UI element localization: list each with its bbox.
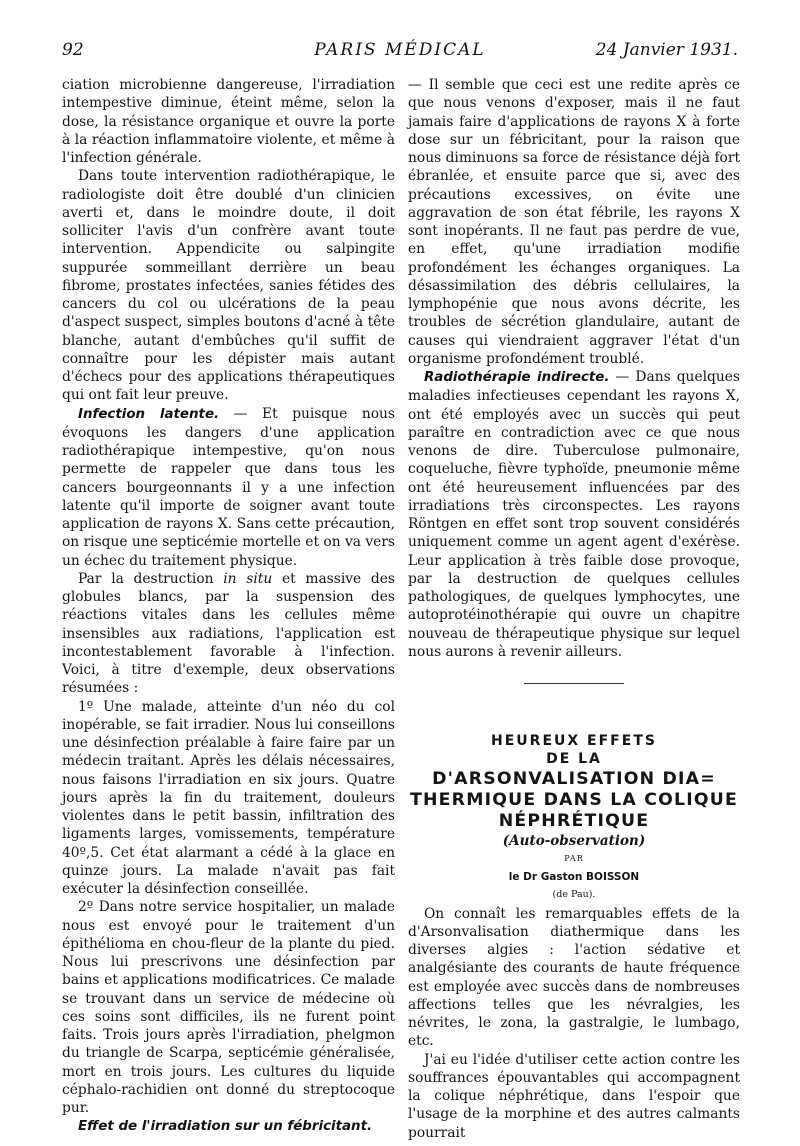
paragraph-text: Par la destruction (78, 570, 214, 587)
paragraph: On connaît les remarquables effets de la d'Arsonvalisation diathermique dans les diverses algies : l'action sédative et analgésiante des courants de haute fréquence est employée avec succès dans de nombreuses affections telles que les névralgies, les névrites, le zona, la gastralgie, le lumbago, etc. (408, 905, 740, 1050)
section-heading-infection-latente: Infection latente. (78, 406, 220, 422)
right-column (408, 76, 740, 1142)
paragraph: Radiothérapie indirecte. — Dans quelques maladies infectieuses cependant les rayons X, ont été employés avec un succès qui peut paraître en contradiction avec ce que nous venons de dire. Tuberculose pulmonaire, coqueluche, fièvre typhoïde, pneumonie même ont été heureusement influencées par des irradiations très circonspectes. Les rayons Röntgen en effet sont trop souvent considérés uniquement comme un agent agent d'exérèse. Leur application à très faible dose provoque, par la destruction de quelques cellules pathologiques, de quelques lymphocytes, une autoprotéinothérapie qui ouvre un chapitre nouveau de thérapeutique physique sur lequel nous aurons à revenir ailleurs. (408, 369, 740, 660)
running-header (62, 40, 738, 66)
journal-title: PARIS MÉDICAL (314, 40, 486, 60)
issue-date: 24 Janvier 1931. (595, 40, 738, 60)
paragraph: Infection latente. — Et puisque nous évoquons les dangers d'une application radiothérapique intempestive, qu'on nous permette de rappeler que dans tous les cancers bourgeonnants il y a une infection latente qu'il importe de soigner avant toute application de rayons X. Sans cette précaution, on risque une septicémie mortelle et on va vers un échec du traitement physique. (62, 405, 396, 569)
latin-term: in situ (223, 570, 273, 587)
paragraph (62, 1117, 395, 1136)
observation-item: 1º Une malade, atteinte d'un néo du col inopérable, se fait irradier. Nous lui conseillons une désinfection préalable à faire faire par un médecin traitant. Après les délais nécessaires, nous faisons l'irradiation en six jours. Quatre jours après la fin du traitement, douleurs violentes dans le petit bassin, infiltration des ligaments larges, vomissements, température 40º,5. Cet état alarmant a cédé à la glace en quinze jours. La malade n'avait pas fait exécuter la désinfection conseillée. (62, 698, 395, 897)
observations-list (62, 698, 395, 1118)
paragraph: Dans toute intervention radiothérapique, le radiologiste doit être doublé d'un clinicien averti et, dans le moindre doute, il doit solliciter l'avis d'un confrère avant toute intervention. Appendicite ou salpingite suppurée sommeillant derrière un beau fibrome, prostates infectées, sanies fétides des cancers du col ou ulcérations de la peau d'aspect suspect, simples boutons d'acné à tête blanche, autant d'embûches qu'il suffit de connaître pour les dépister mais autant d'échecs pour des applications thérapeutiques qui ont fait leur preuve. (62, 168, 395, 404)
section-heading-febricitant: Effet de l'irradiation sur un fébricitant. (78, 1119, 373, 1135)
article-title: D'ARSONVALISATION DIA= THERMIQUE DANS LA COLIQUE NÉPHRÉTIQUE (410, 768, 738, 831)
article-kicker-line2: DE LA (546, 751, 602, 768)
section-divider (524, 683, 624, 684)
byline-par: PAR (564, 853, 584, 863)
page-number: 92 (62, 40, 84, 60)
article-subtitle: (Auto-observation) (502, 832, 646, 849)
left-column (62, 76, 395, 1137)
author-affiliation: (de Pau). (552, 889, 596, 901)
paragraph-text: Dans quelques maladies infectieuses cependant les rayons X, ont été employés avec un succès qui peut paraître en contradiction avec ce que nous venons de dire. Tuberculose pulmonaire, coqueluche, fièvre typhoïde, pneumonie même ont été heureusement influencées par des irradiations très circonspectes. Les rayons Röntgen en effet sont trop souvent considérés uniquement comme un agent agent d'exérèse. Leur application à très faible dose provoque, par la destruction de quelques cellules pathologiques, de quelques lymphocytes, une autoprotéinothérapie qui ouvre un chapitre nouveau de thérapeutique physique sur lequel nous aurons à revenir ailleurs. (408, 369, 740, 660)
article-author: le Dr Gaston BOISSON (508, 871, 640, 883)
section-heading-radiotherapie-indirecte: Radiothérapie indirecte. (424, 370, 610, 385)
observation-item: 2º Dans notre service hospitalier, un malade nous est envoyé pour le traitement d'un épithélioma en chou-fleur de la plante du pied. Nous lui prescrivons une désinfection par bains et applications modificatrices. Ce malade se trouvant dans un service de médecine où ces soins sont difficiles, ils ne furent point faits. Trois jours après l'irradiation, phelgmon du triangle de Scarpa, septicémie généralisée, mort en trois jours. Les cultures du liquide céphalo-rachidien ont donné du streptocoque pur. (62, 899, 395, 1116)
paragraph (62, 570, 395, 698)
paragraph: ciation microbienne dangereuse, l'irradiation intempestive diminue, éteint même, selon la dose, la résistance organique et ouvre la porte à la réaction inflammatoire violente, et même à l'infection générale. (62, 77, 395, 166)
article-kicker: HEUREUX EFFETS (491, 733, 657, 749)
paragraph: — Il semble que ceci est une redite après ce que nous venons d'exposer, mais il ne faut jamais faire d'applications de rayons X à forte dose sur un fébricitant, pour la raison que nous diminuons sa force de résistance déjà fort ébranlée, et ensuite parce que si, avec des précautions excessives, on évite une aggravation de son état fébrile, les rayons X sont inopérants. Il ne faut pas perdre de vue, en effet, qu'une irradiation modifie profondément les échanges organiques. La désassimilation des débris cellulaires, la lymphopénie que nous avons décrite, les troubles de sécrétion glandulaire, autant de causes qui viendraient aggraver l'état d'un organisme profondément troublé. (408, 77, 740, 367)
paragraph: J'ai eu l'idée d'utiliser cette action contre les souffrances épouvantables qui accompagnent la colique néphrétique, dans l'espoir que l'usage de la morphine et des autres calmants pourrait (408, 1051, 740, 1141)
paragraph-text: Et puisque nous évoquons les dangers d'une application radiothérapique intempestive, qu'on nous permette de rappeler que dans tous les cancers bourgeonnants il y a une infection latente qu'il importe de soigner avant toute application de rayons X. Sans cette précaution, on risque une septicémie mortelle et on va vers un échec du traitement physique. (62, 405, 396, 569)
paragraph-text: et massive des globules blancs, par la suspension des réactions vitales dans les cellules même insensibles aux radiations, l'application est incontestablement favorable à l'infection. Voici, à titre d'exemple, deux observations résumées : (62, 570, 396, 697)
